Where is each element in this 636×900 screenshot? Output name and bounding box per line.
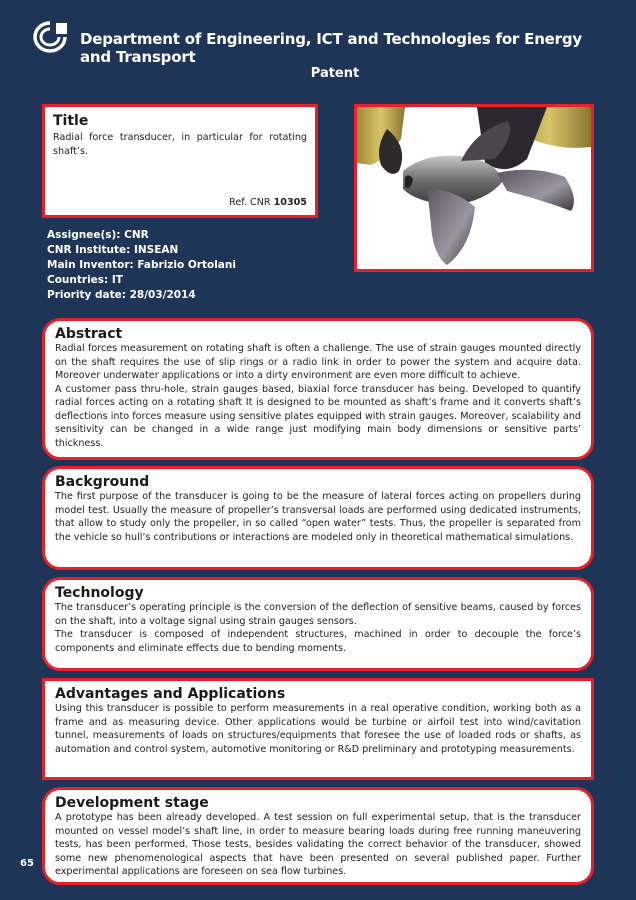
propeller-image [357,107,591,269]
advantages-section [42,678,594,780]
reference [229,197,307,208]
background-section [42,466,594,570]
reference-label: Ref. CNR [229,197,271,208]
page-number: 65 [20,858,34,869]
countries: Countries: IT [47,274,123,286]
reference-number: 10305 [273,197,307,208]
technology-paragraph-2: The transducer is composed of independent structures, machined in order to decouple the force’s components and eliminate effects due to bending moments. [55,629,581,654]
development-paragraph: A prototype has been already developed. A test session on full experimental setup, that is the transducer mounted on vessel model’s shaft line, in order to measure bearing loads during free running maneuvering tests, has been performed. Those tests, besides validating the correct behavior of the transducer, showed some new phenomenological aspects that have been presented on several published paper. Further experimental applications are foreseen on sea flow turbines. [55,812,581,877]
abstract-paragraph-2: A customer pass thru-hole, strain gauges based, biaxial force transducer has being. Developed to quantify radial forces acting on a rotating shaft It is designed to be mounted as shaft’s frame and it converts shaft’s deflections into forces measure using sensitive plates equipped with strain gauges. Moreover, scalability and sensitivity can be changed in a wide range just modifying main body dimensions or sensitive parts’ thickness. [55,383,581,449]
assignee: Assignee(s): CNR [47,229,149,241]
background-heading: Background [55,474,150,490]
advantages-paragraph: Using this transducer is possible to perform measurements in a real operative condition, working both as a frame and as measuring device. Other applications would be turbine or airfoil test into wind/cavitation tunnel, measurements of loads on structures/equipments that foresee the use of loaded rods or shafts, as automation and control system, automotive monitoring or R&D preliminary and prototyping measurements. [55,703,581,755]
technology-section [42,577,594,671]
propeller-photo [354,104,594,272]
title-box [42,104,318,218]
abstract-paragraph-1: Radial forces measurement on rotating shaft is often a challenge. The use of strain gauges mounted directly on the shaft requires the use of slip rings or a radio link in order to power the system and acquire data. Moreover underwater applications or into a dirty environment are even more difficult to achieve. [55,343,581,381]
advantages-heading: Advantages and Applications [55,686,286,702]
development-section [42,787,594,885]
abstract-section [42,318,594,460]
department-title: Department of Engineering, ICT and Technologies for Energy and Transport [80,30,582,66]
abstract-heading: Abstract [55,326,123,342]
patent-metadata [47,228,236,303]
title-heading: Title [53,113,89,129]
technology-heading: Technology [55,585,144,601]
technology-paragraph-1: The transducer’s operating principle is the conversion of the deflection of sensitive beams, caused by forces on the shaft, into a voltage signal using strain gauges sensors. [55,602,581,627]
document-type: Patent [310,66,360,81]
cnr-logo-icon [30,20,70,54]
main-inventor: Main Inventor: Fabrizio Ortolani [47,259,236,271]
title-text: Radial force transducer, in particular for rotating shaft’s. [53,132,307,157]
institute: CNR Institute: INSEAN [47,244,179,256]
background-paragraph: The first purpose of the transducer is going to be the measure of lateral forces acting on propellers during model test. Usually the measure of propeller’s transversal loads are performed using dedicated instruments, that allow to study only the propeller, in so called “open water” tests. Thus, the propeller is separated from the vehicle so hull’s contributions or interactions are modeled only in theoretical mathematical simulations. [55,491,581,543]
priority-date: Priority date: 28/03/2014 [47,289,196,301]
development-heading: Development stage [55,795,209,811]
